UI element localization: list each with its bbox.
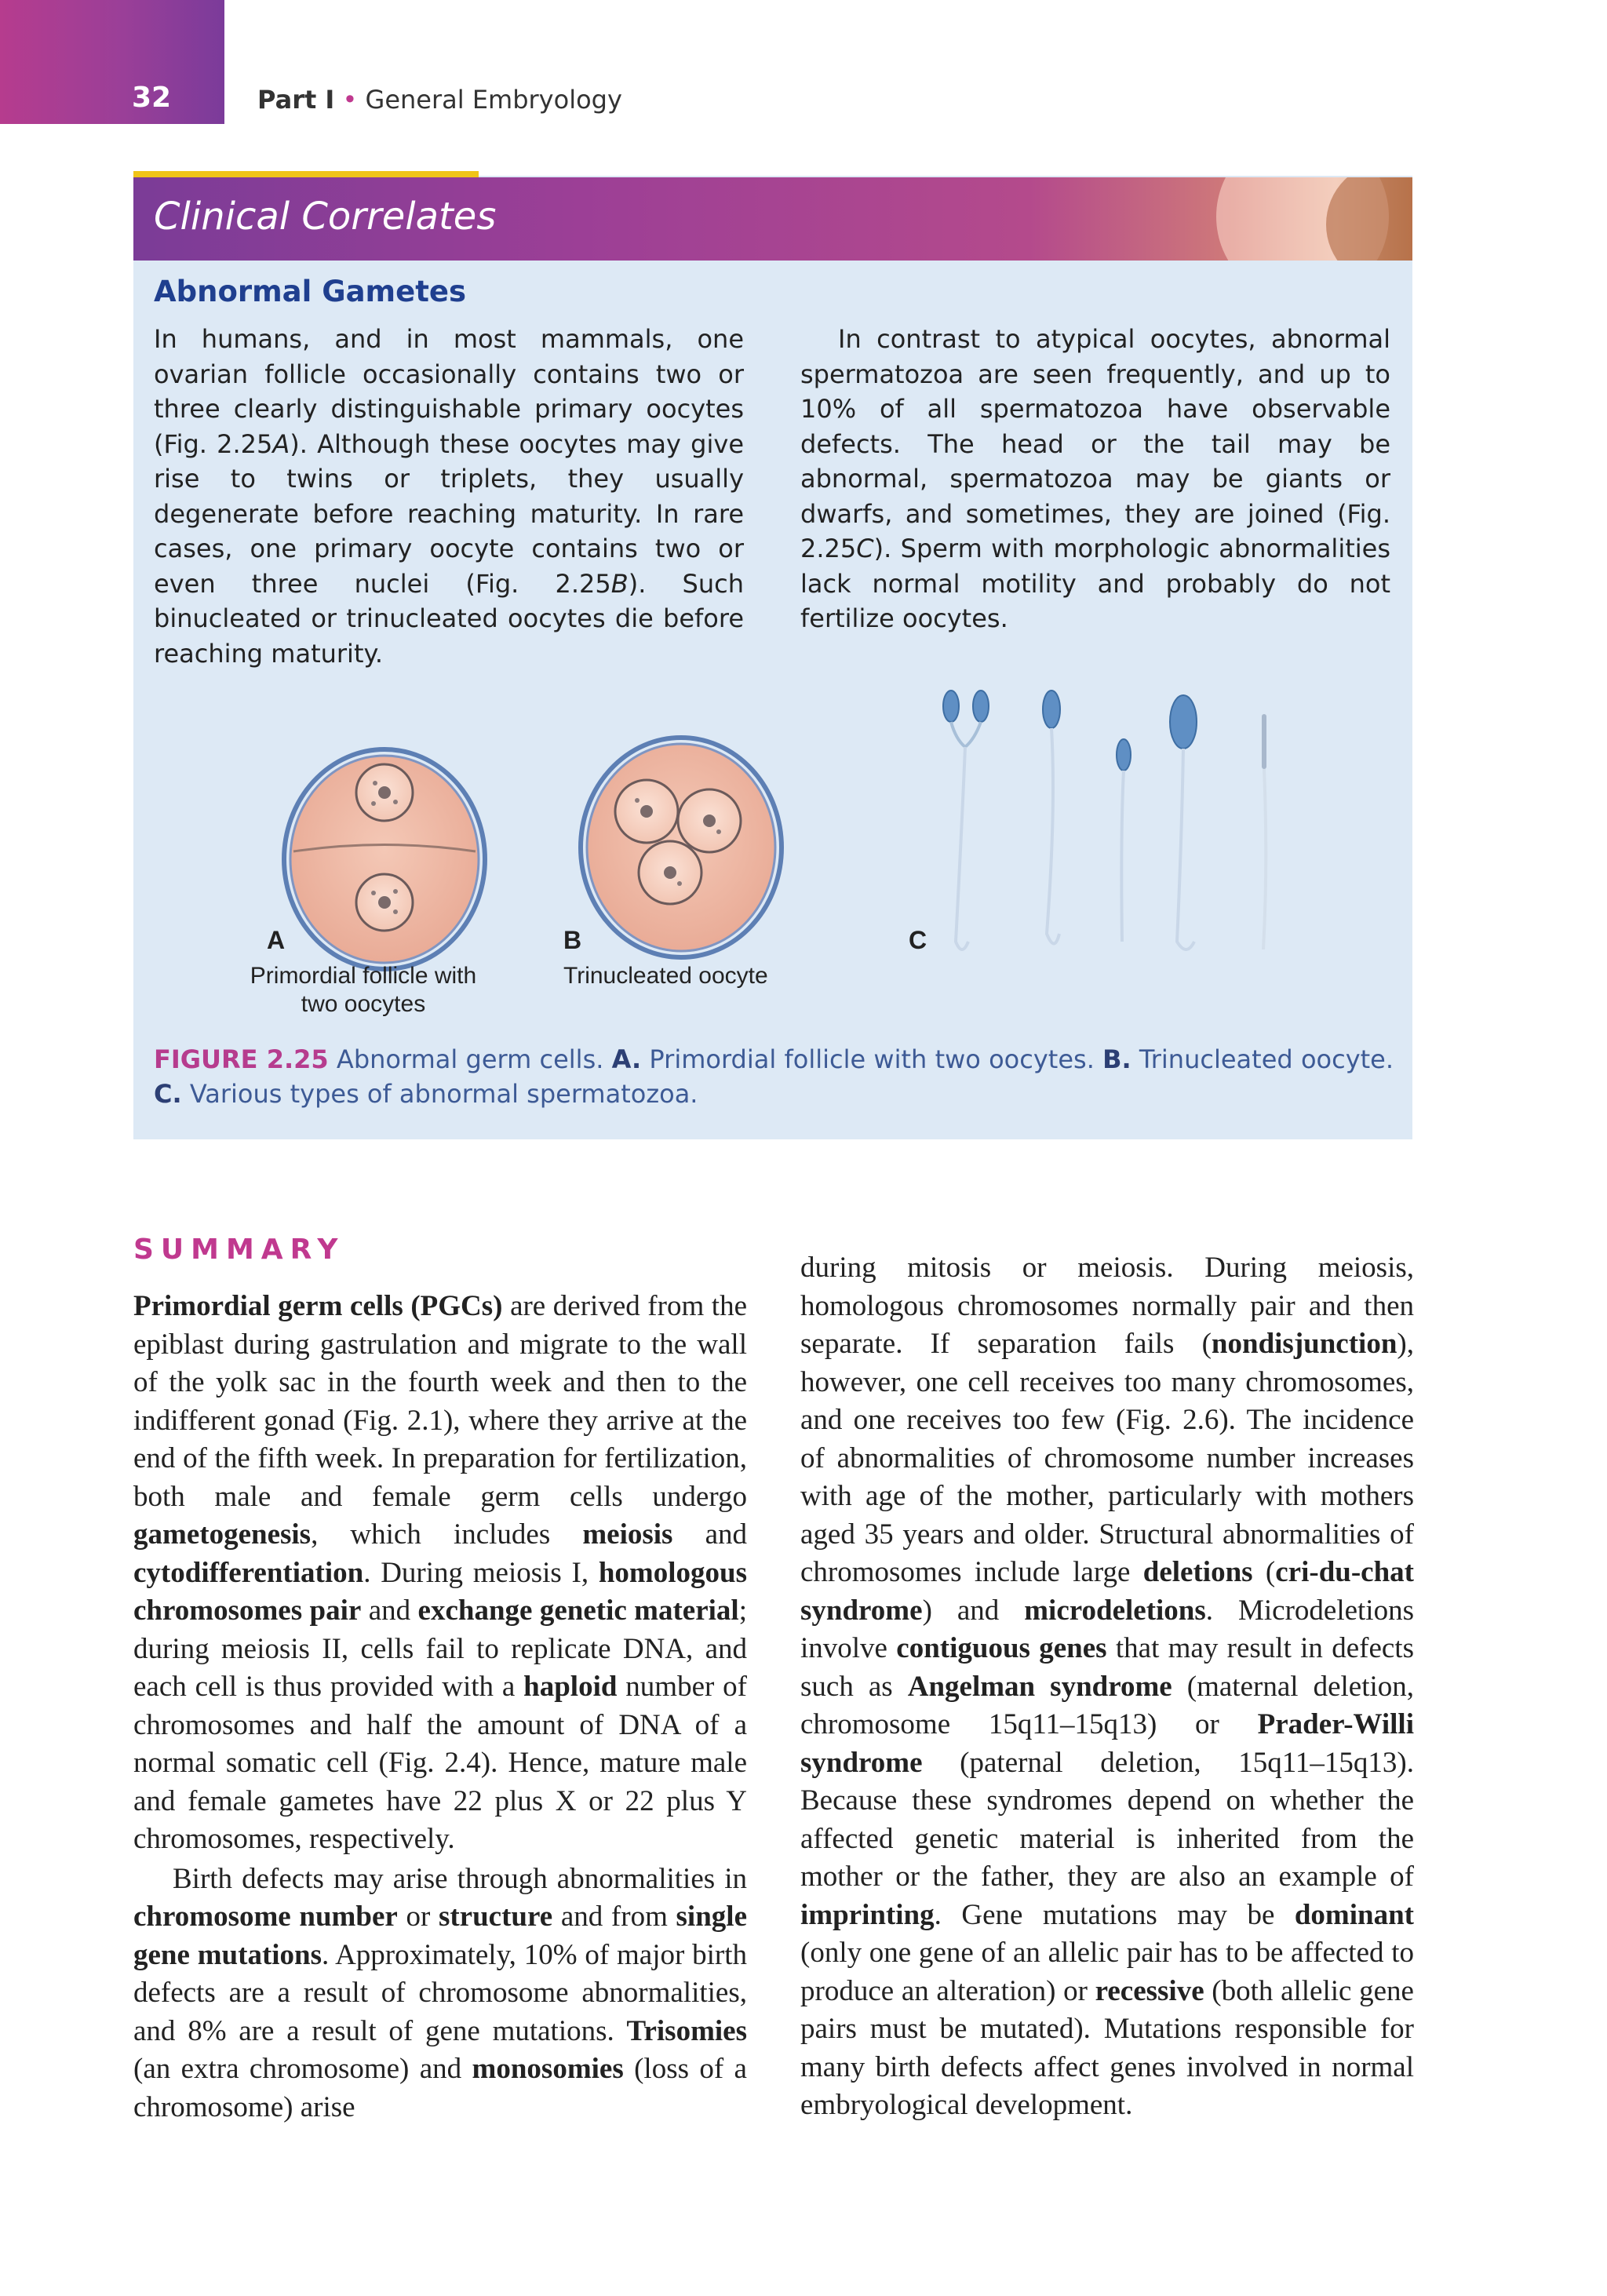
running-header <box>257 85 622 115</box>
figure-letter-a: A <box>267 926 286 954</box>
figure-caption: FIGURE 2.25 Abnormal germ cells. A. Primordial follicle with two oocytes. B. Trinucleated oocyte. C. Various types of abnormal spermatozoa. <box>154 1044 1394 1109</box>
clinical-left-paragraph: In humans, and in most mammals, one ovarian follicle occasionally contains two or three clearly distinguishable primary oocytes (Fig. 2.25A). Although these oocytes may give rise to twins or triplets, they usually degenerate before reaching maturity. In rare cases, one primary oocyte contains two or even three nuclei (Fig. 2.25B). Such binucleated or trinucleated oocytes die before reaching maturity. <box>154 324 745 669</box>
figure-letter-b: B <box>563 926 582 954</box>
banner-decoration <box>1326 177 1412 261</box>
page-number-tab <box>0 0 224 124</box>
trinucleated-oocyte-drawing <box>581 738 782 957</box>
abnormal-spermatozoa-drawing <box>943 691 1266 949</box>
summary-right-column: during mitosis or meiosis. During meiosis, homologous chromosomes normally pair and then separate. If separation fails (nondisjunction), however, one cell receives too many chromosomes, and one receives too few (Fig. 2.6). The incidence of abnormalities of chromosome number increases with age of the mother, particularly with mothers aged 35 years and older. Structural abnormalities of chromosomes include large deletions (cri-du-chat syndrome) and microdeletions. Microdeletions involve contiguous genes that may result in defects such as Angelman syndrome (maternal deletion, chromosome 15q11–15q13) or Prader-Willi syndrome (paternal deletion, 15q11–15q13). Because these syndromes depend on whether the affected genetic material is inherited from the mother or the father, they are also an example of imprinting. Gene mutations may be dominant (only one gene of an allelic pair has to be affected to produce an alteration) or recessive (both allelic gene pairs must be mutated). Mutations responsible for many birth defects affect genes involved in normal embryological development. <box>800 1252 1414 2121</box>
figure-label-b: Trinucleated oocyte <box>563 963 768 989</box>
clinical-title: Clinical Correlates <box>154 195 497 239</box>
banner-accent-bar <box>133 171 479 177</box>
header-part: Part I <box>257 85 335 115</box>
figure-letter-c: C <box>909 926 927 954</box>
summary-paragraph-2: Birth defects may arise through abnormalities in chromosome number or structure and from single gene mutations. Approximately, 10% of major birth defects are a result of chromosome abnormalities, and 8% are a result of gene mutations. Trisomies (an extra chromosome) and monosomies (loss of a chromosome) arise <box>133 1862 747 2123</box>
clinical-right-paragraph: In contrast to atypical oocytes, abnormal spermatozoa are seen frequently, and up to 10% of all spermatozoa have observable defects. The head or the tail may be abnormal, spermatozoa may be giants or dwarfs, and sometimes, they are joined (Fig. 2.25C). Sperm with morphologic abnormalities lack normal motility and probably do not fertilize oocytes. <box>800 324 1390 633</box>
figure-label-a: Primordial follicle with two oocytes <box>250 963 477 1017</box>
header-section: General Embryology <box>365 85 622 115</box>
summary-left-column: Primordial germ cells (PGCs) are derived from the epiblast during gastrulation and migrate to the wall of the yolk sac in the fourth week and then to the indifferent gonad (Fig. 2.1), where they arrive at the end of the fifth week. In preparation for fertilization, both male and female germ cells undergo gametogenesis, which includes meiosis and cytodifferentiation. During meiosis I, homologous chromosomes pair and exchange genetic material; during meiosis II, cells fail to replicate DNA, and each cell is thus provided with a haploid number of chromosomes and half the amount of DNA of a normal somatic cell (Fig. 2.4). Hence, mature male and female gametes have 22 plus X or 22 plus Y chromosomes, respectively. Birth defects may arise through abnormalities in chromosome number or structure and from single gene mutations. Approximately, 10% of major birth defects are a result of chromosome abnormalities, and 8% are a result of gene mutations. Trisomies (an extra chromosome) and monosomies (loss of a chromosome) arise <box>133 1288 747 2127</box>
clinical-subtitle: Abnormal Gametes <box>154 275 467 308</box>
summary-heading: SUMMARY <box>133 1234 345 1266</box>
page-number: 32 <box>132 82 172 114</box>
follicle-two-oocytes-drawing <box>284 749 485 969</box>
header-separator: • <box>342 85 358 115</box>
